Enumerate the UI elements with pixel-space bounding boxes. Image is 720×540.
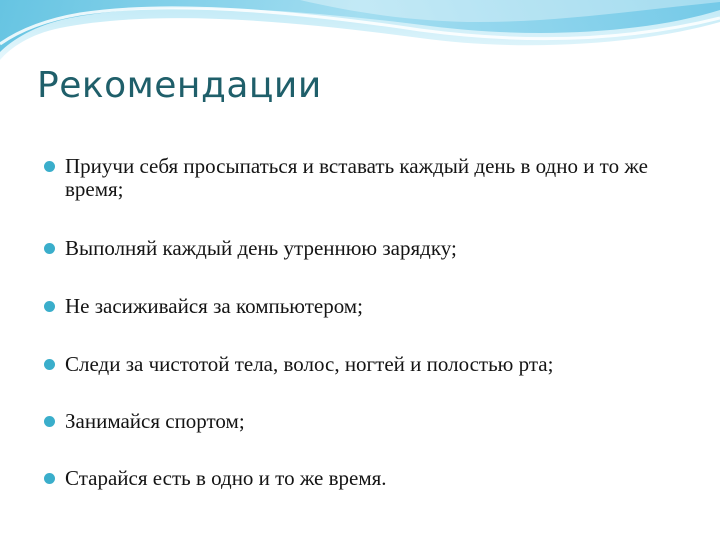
bullet-dot-icon <box>44 359 55 370</box>
bullet-item <box>44 295 694 318</box>
bullet-item <box>44 467 694 490</box>
bullet-dot-icon <box>44 473 55 484</box>
bullet-text: Приучи себя просыпаться и вставать каждый день в одно и то же время; <box>65 154 648 201</box>
bullet-text: Старайся есть в одно и то же время. <box>65 466 387 490</box>
bullet-item <box>44 410 694 433</box>
bullet-text: Занимайся спортом; <box>65 409 245 433</box>
bullet-text: Следи за чистотой тела, волос, ногтей и полостью рта; <box>65 352 554 376</box>
bullet-dot-icon <box>44 161 55 172</box>
bullet-text: Выполняй каждый день утреннюю зарядку; <box>65 236 457 260</box>
bullet-item <box>44 155 694 201</box>
bullet-dot-icon <box>44 301 55 312</box>
bullet-item <box>44 353 694 376</box>
slide-title: Рекомендации <box>37 65 322 106</box>
bullet-dot-icon <box>44 243 55 254</box>
bullet-item <box>44 237 694 260</box>
bullet-dot-icon <box>44 416 55 427</box>
bullet-text: Не засиживайся за компьютером; <box>65 294 363 318</box>
